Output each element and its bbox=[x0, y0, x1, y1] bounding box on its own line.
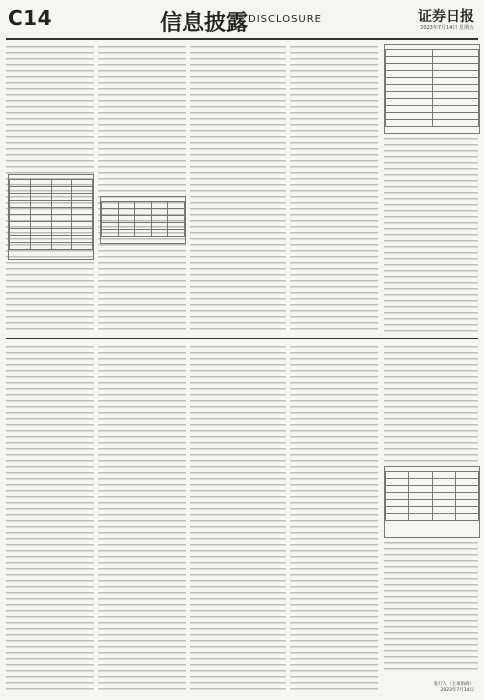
newspaper-masthead: 证券日报 bbox=[418, 9, 474, 25]
data-table-4 bbox=[384, 466, 480, 538]
article-column-7 bbox=[98, 344, 186, 694]
article-column-3 bbox=[190, 44, 286, 334]
section-title: 信息披露 bbox=[160, 10, 249, 36]
article-column-8 bbox=[190, 344, 286, 694]
article-column-10 bbox=[384, 344, 478, 462]
article-column-6 bbox=[6, 344, 94, 694]
article-column-5 bbox=[384, 136, 478, 334]
data-table-1 bbox=[8, 174, 94, 260]
data-table-2 bbox=[100, 196, 186, 244]
article-column-9 bbox=[290, 344, 378, 694]
data-table-3 bbox=[384, 44, 480, 134]
issuer-signature bbox=[434, 682, 475, 694]
article-column-2 bbox=[98, 44, 186, 334]
issue-date: 2023年7月14日 星期五 bbox=[420, 25, 474, 31]
footer-line-2: 2023年7月14日 bbox=[440, 688, 474, 693]
section-divider bbox=[6, 338, 478, 339]
header-rule bbox=[6, 38, 478, 40]
page-header bbox=[0, 0, 484, 40]
article-column-11 bbox=[384, 540, 478, 670]
article-column-4 bbox=[290, 44, 378, 334]
footer-line-1: 发行人（主承销商） bbox=[433, 682, 474, 687]
section-title-en: DISCLOSURE bbox=[248, 14, 322, 25]
page-number: C14 bbox=[8, 6, 53, 30]
